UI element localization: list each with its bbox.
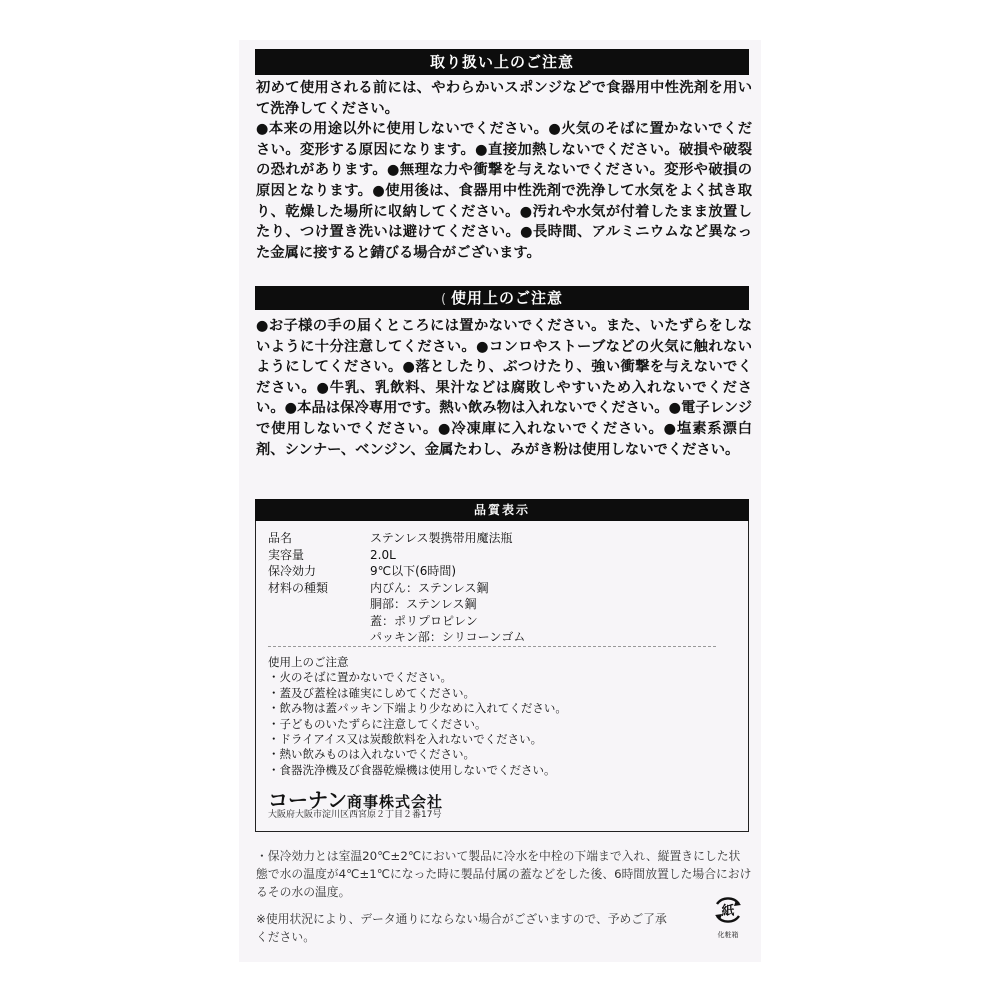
list-item: ・食器洗浄機及び食器乾燥機は使用しないでください。 (268, 762, 556, 777)
usage-caution-title: 使用上のご注意 (451, 289, 564, 307)
divider (268, 646, 716, 647)
usage-caution-heading (255, 286, 749, 310)
table-row (268, 629, 525, 646)
list-item: ・火のそばに置かないでください。 (268, 670, 452, 685)
row-key (268, 629, 370, 646)
row-key: 保冷効力 (268, 564, 317, 578)
cautions-title: 使用上のご注意 (268, 655, 349, 669)
company-suffix: 商事株式会社 (347, 793, 444, 811)
quality-table (268, 530, 525, 646)
list-item: ・飲み物は蓋パッキン下端より少なめに入れてください。 (268, 701, 567, 716)
row-value: ステンレス製携帯用魔法瓶 (370, 531, 513, 545)
list-item: ・熱い飲みものは入れないでください。 (268, 747, 475, 762)
handling-caution-body: ●本来の用途以外に使用しないでください。●火気のそばに置かないでください。変形する原因になります。●直接加熱しないでください。破損や破裂の恐れがあります。●無理な力や衝撃を与えないでください。変形や破損の原因となります。●使用後は、食器用中性洗剤で洗浄して水気をよく拭き取り、乾燥した場所に収納してください。●汚れや水気が付着したまま放置したり、つけ置き洗いは避けてください。●長時間、アルミニウムなど異なった金属に接すると錆びる場合がございます。 (256, 121, 752, 261)
table-row (268, 613, 525, 630)
usage-caution-text: ●お子様の手の届くところには置かないでください。また、いたずらをしないように十分注意してください。●コンロやストーブなどの火気に触れないようにしてください。●落としたり、ぶつけたり、強い衝撃を与えないでください。●牛乳、乳飲料、果汁などは腐敗しやすいため入れないでください。●本品は保冷専用です。熱い飲み物は入れないでください。●電子レンジで使用しないでください。●冷凍庫に入れないでください。●塩素系漂白剤、シンナー、ベンジン、金属たわし、みがき粉は使用しないでください。 (256, 318, 752, 458)
company-address: 大阪府大阪市淀川区西宮原２丁目２番17号 (268, 810, 442, 820)
first-use-instruction: 初めて使用される前には、やわらかいスポンジなどで食器用中性洗剤を用いて洗浄してください。 (256, 80, 752, 117)
row-key: 材料の種類 (268, 580, 329, 595)
table-row (268, 530, 525, 547)
company-brand: コーナン (268, 788, 347, 812)
row-key (268, 613, 370, 630)
recycle-label: 化粧箱 (717, 931, 739, 939)
paper-recycle-mark (710, 895, 746, 940)
recycle-icon (711, 895, 745, 925)
table-row (268, 563, 525, 580)
recycle-mark-text: 紙 (721, 904, 735, 919)
row-value: 9℃以下(6時間) (370, 564, 457, 578)
row-value: 胴部：ステンレス鋼 (370, 597, 477, 611)
table-row (268, 547, 525, 564)
row-key: 実容量 (268, 547, 305, 562)
row-value: パッキン部：シリコーンゴム (370, 630, 526, 644)
row-value: 2.0L (370, 547, 396, 562)
handling-caution-heading: 取り扱い上のご注意 (255, 49, 749, 75)
quality-label-heading: 品質表示 (255, 499, 749, 522)
list-item: ・蓋及び蓋栓は確実にしめてください。 (268, 685, 475, 700)
disclaimer-note: ※使用状況により、データ通りにならない場合がございますので、予めご了承ください。 (256, 912, 667, 944)
handling-caution-text (256, 78, 752, 263)
heading-ornament-icon: ( (440, 292, 448, 307)
row-value: 蓋：ポリプロピレン (370, 613, 478, 628)
list-item: ・子どものいたずらに注意してください。 (268, 716, 487, 731)
cooling-efficiency-note: ・保冷効力とは室温20℃±2℃において製品に冷水を中栓の下端まで入れ、縦置きにした状態で水の温度が4℃±1℃になった時に製品付属の蓋などをした後、6時間放置した場合におけるその水の温度。 (256, 849, 752, 899)
row-key (268, 596, 370, 613)
row-value: 内びん：ステンレス鋼 (370, 580, 489, 595)
quality-cautions (268, 655, 567, 778)
table-row (268, 596, 525, 613)
row-key: 品名 (268, 531, 293, 545)
table-row (268, 580, 525, 597)
list-item: ・ドライアイス又は炭酸飲料を入れないでください。 (268, 732, 543, 747)
